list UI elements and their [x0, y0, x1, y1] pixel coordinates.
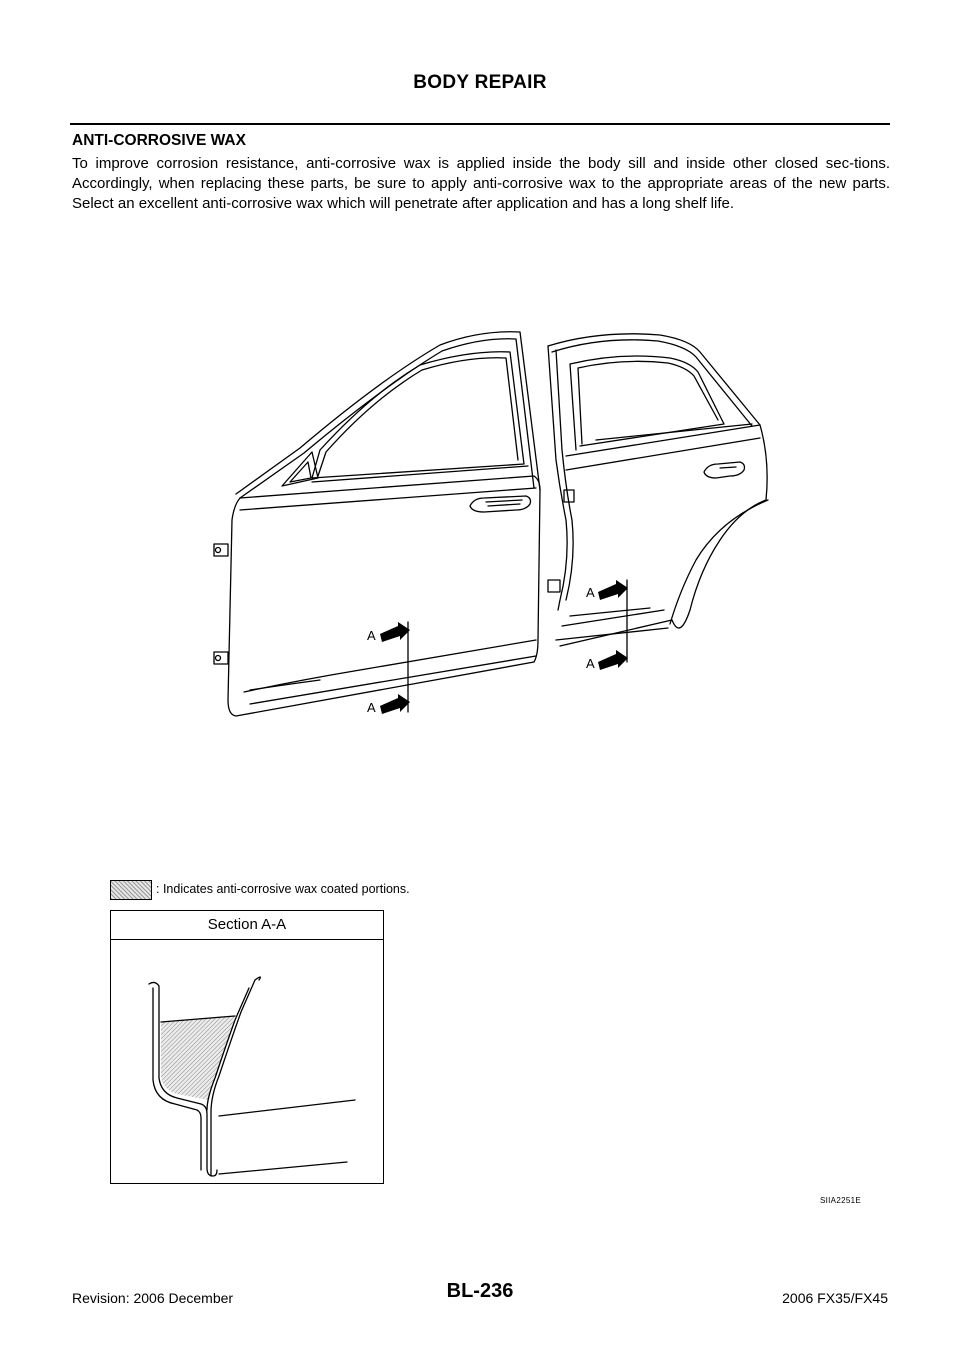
intro-paragraph: To improve corrosion resistance, anti-corrosive wax is applied inside the body sill and inside other closed sec-tions. Accordingly, when replacing these parts, be sure to apply anti-corrosive wax to the appropriate areas of the new parts. Select an excellent anti-corrosive wax which will penetrate after application and has a long shelf life.	[72, 155, 890, 212]
callout-a-rear-bottom: A	[586, 656, 595, 671]
page-title: BODY REPAIR	[413, 72, 547, 93]
section-aa-drawing	[111, 940, 383, 1184]
wax-hatch-swatch	[110, 880, 152, 900]
section-aa-box	[110, 910, 384, 1184]
footer-page-number: BL-236	[446, 1280, 514, 1302]
footer-model: 2006 FX35/FX45	[782, 1290, 888, 1306]
legend-text: : Indicates anti-corrosive wax coated portions.	[156, 882, 410, 896]
callout-a-front-top: A	[367, 628, 376, 643]
callout-a-rear-top: A	[586, 585, 595, 600]
section-aa-title: Section A-A	[111, 911, 383, 940]
callout-a-front-bottom: A	[367, 700, 376, 715]
footer-revision: Revision: 2006 December	[72, 1290, 234, 1306]
section-heading: ANTI-CORROSIVE WAX	[72, 132, 246, 149]
figure-code: SIIA2251E	[820, 1196, 861, 1205]
